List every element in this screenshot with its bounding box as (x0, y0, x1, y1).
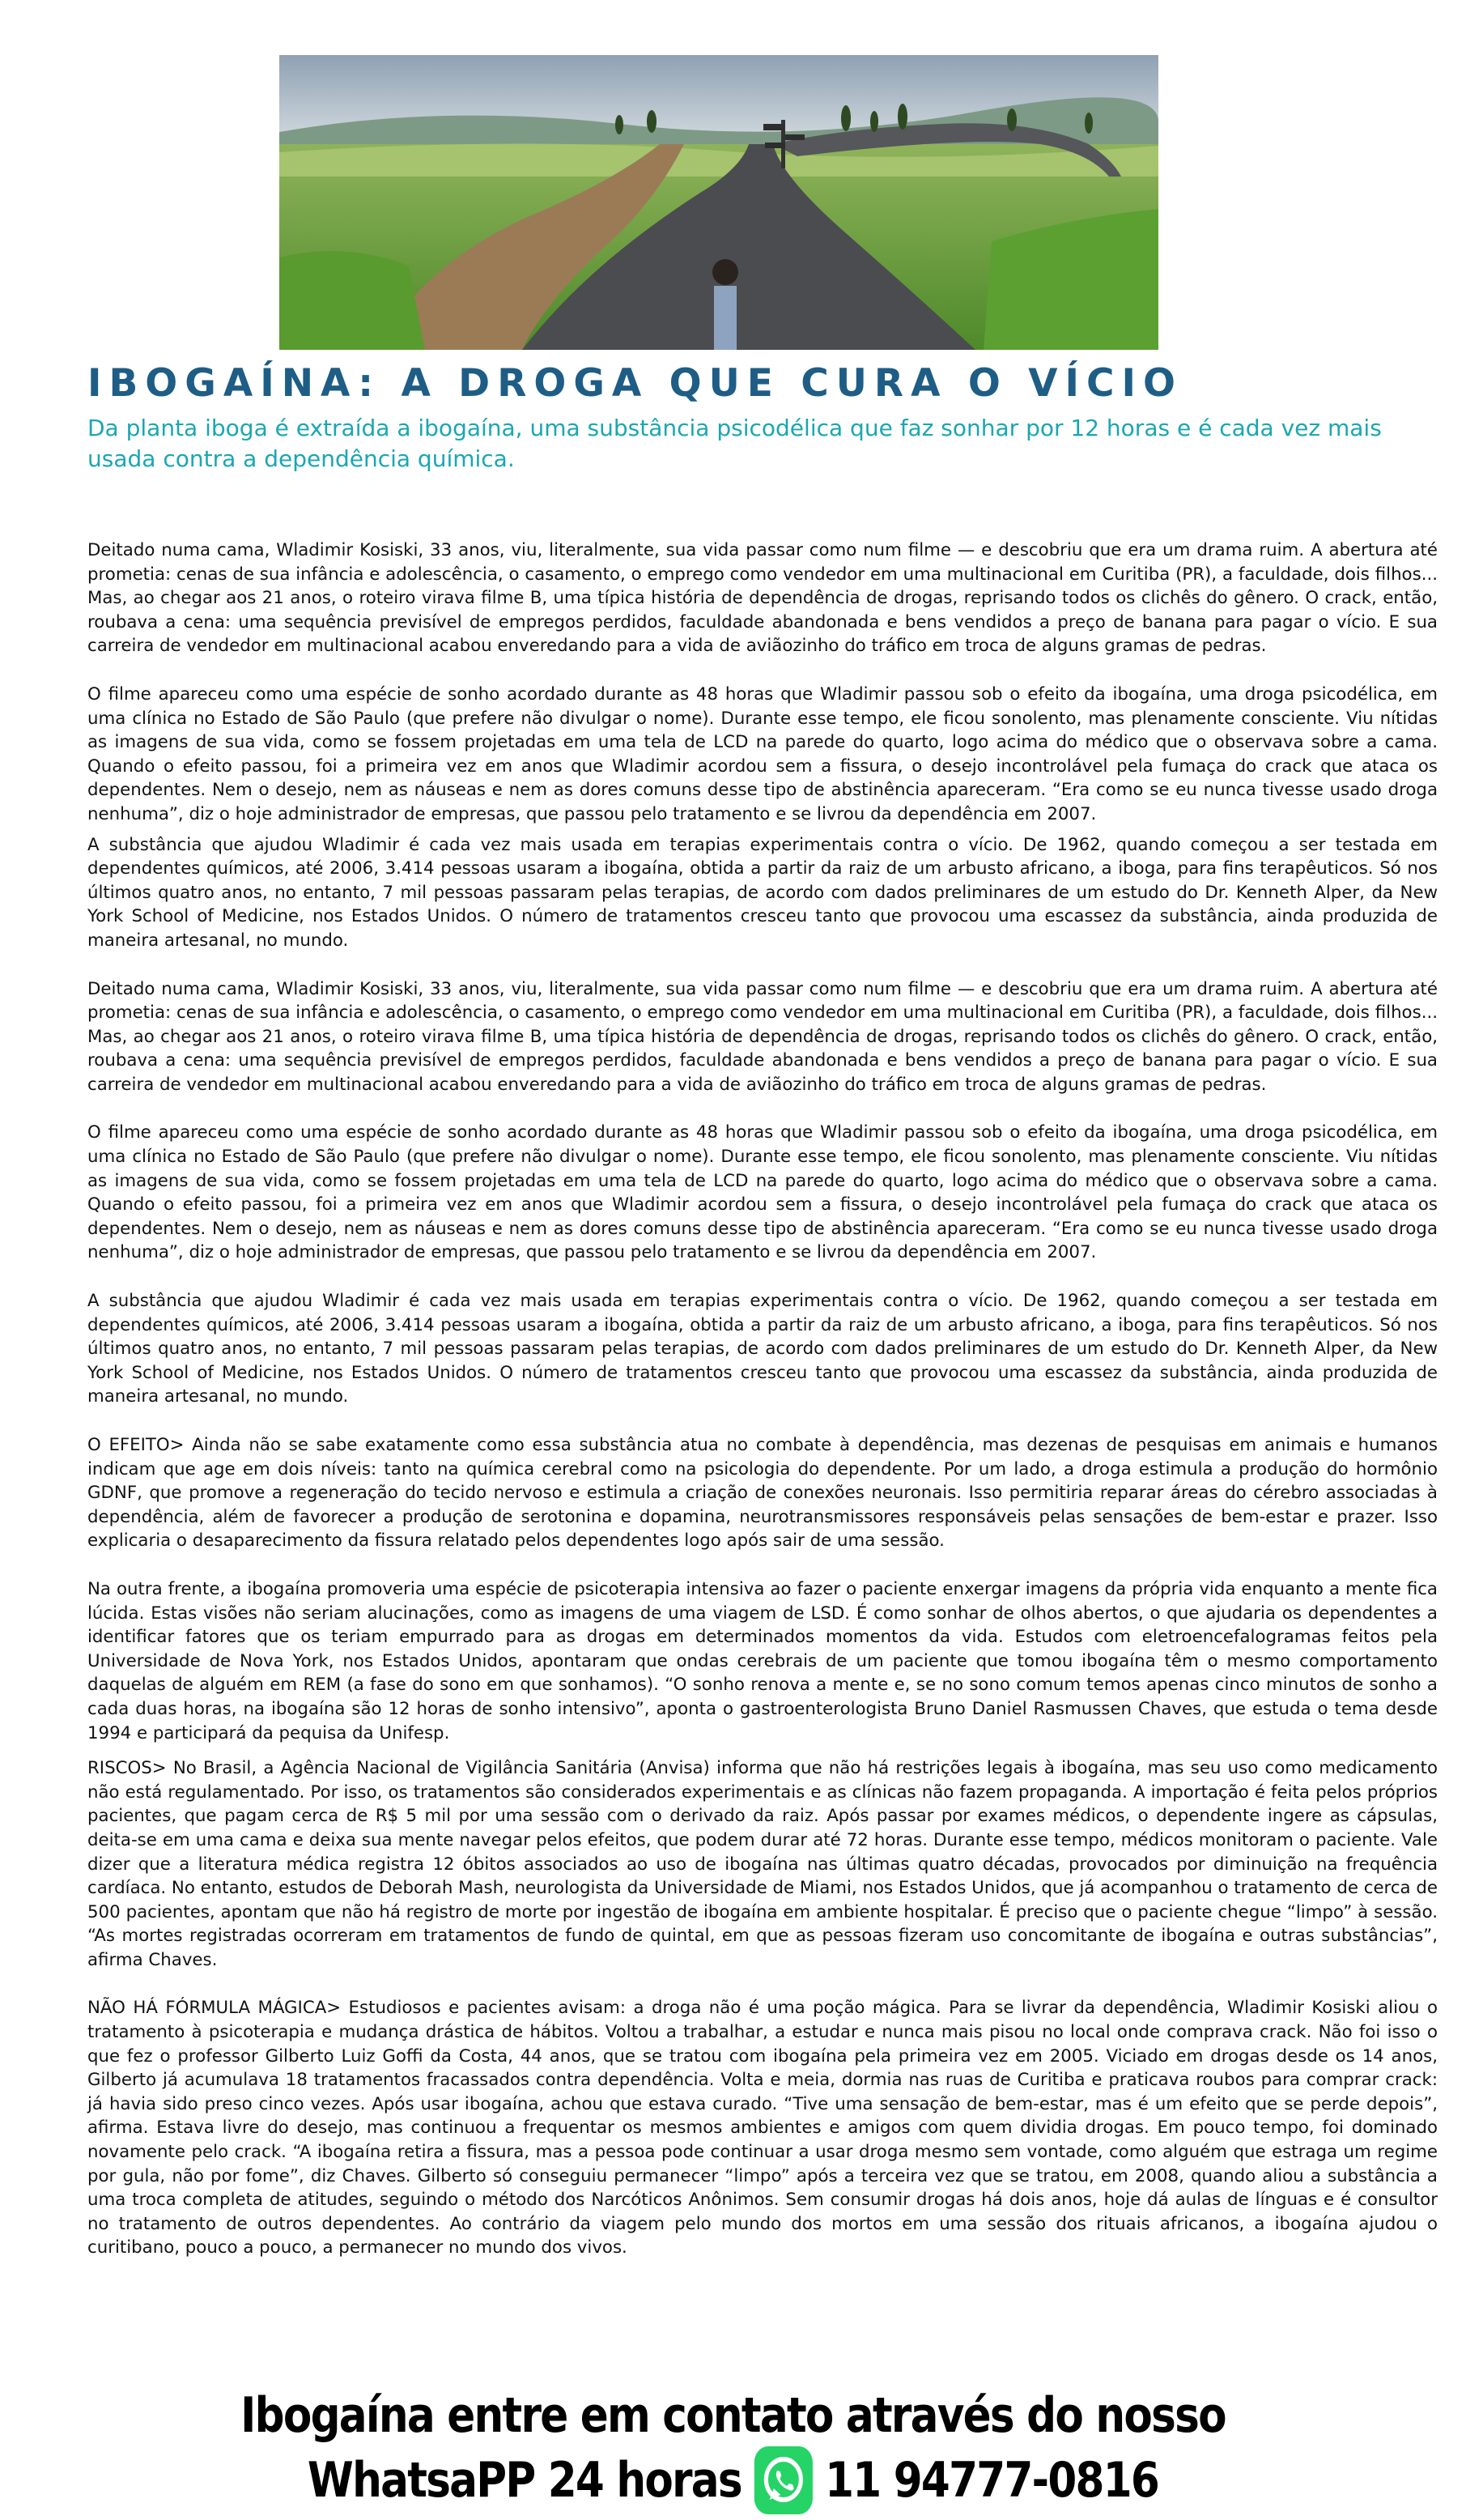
contact-banner (0, 2385, 1466, 2514)
article-paragraph: A substância que ajudou Wladimir é cada vez mais usada em terapias experimentais contra o vício. De 1962, quando começou a ser testada em dependentes químicos, até 2006, 3.414 pessoas usaram a ibogaína, obtida a partir da raiz de um arbusto africano, a iboga, para fins terapêuticos. Só nos últimos quatro anos, no entanto, 7 mil pessoas passaram pelas terapias, de acordo com dados preliminares de um estudo do Dr. Kenneth Alper, da New York School of Medicine, nos Estados Unidos. O número de tratamentos cresceu tanto que provocou uma escassez da substância, ainda produzida de maneira artesanal, no mundo. (87, 834, 1438, 951)
whatsapp-contact[interactable] (103, 2446, 1363, 2514)
article-paragraph: A substância que ajudou Wladimir é cada vez mais usada em terapias experimentais contra o vício. De 1962, quando começou a ser testada em dependentes químicos, até 2006, 3.414 pessoas usaram a ibogaína, obtida a partir da raiz de um arbusto africano, a iboga, para fins terapêuticos. Só nos últimos quatro anos, no entanto, 7 mil pessoas passaram pelas terapias, de acordo com dados preliminares de um estudo do Dr. Kenneth Alper, da New York School of Medicine, nos Estados Unidos. O número de tratamentos cresceu tanto que provocou uma escassez da substância, ainda produzida de maneira artesanal, no mundo. (87, 1291, 1438, 1407)
article-paragraph: Deitado numa cama, Wladimir Kosiski, 33 anos, viu, literalmente, sua vida passar como num filme — e descobriu que era um drama ruim. A abertura até prometia: cenas de sua infância e adolescência, o casamento, o emprego como vendedor em uma multinacional em Curitiba (PR), a faculdade, dois filhos... Mas, ao chegar aos 21 anos, o roteiro virava filme B, uma típica história de dependência de drogas, reprisando todos os clichês do gênero. O crack, então, roubava a cena: uma sequência previsível de empregos perdidos, faculdade abandonada e bens vendidos a preço de banana para pagar o vício. E sua carreira de vendedor em multinacional acabou enveredando para a vida de aviãozinho do tráfico em troca de alguns gramas de pedras. (87, 978, 1438, 1095)
article-title: IBOGAÍNA: A DROGA QUE CURA O VÍCIO (87, 361, 1183, 406)
article-paragraph: Deitado numa cama, Wladimir Kosiski, 33 anos, viu, literalmente, sua vida passar como num filme — e descobriu que era um drama ruim. A abertura até prometia: cenas de sua infância e adolescência, o casamento, o emprego como vendedor em uma multinacional em Curitiba (PR), a faculdade, dois filhos... Mas, ao chegar aos 21 anos, o roteiro virava filme B, uma típica história de dependência de drogas, reprisando todos os clichês do gênero. O crack, então, roubava a cena: uma sequência previsível de empregos perdidos, faculdade abandonada e bens vendidos a preço de banana para pagar o vício. E sua carreira de vendedor em multinacional acabou enveredando para a vida de aviãozinho do tráfico em troca de alguns gramas de pedras. (87, 540, 1438, 657)
phone-number[interactable]: 11 94777-0816 (825, 2452, 1159, 2509)
article-paragraph: Na outra frente, a ibogaína promoveria uma espécie de psicoterapia intensiva ao fazer o paciente enxergar imagens da própria vida enquanto a mente fica lúcida. Estas visões não seriam alucinações, como as imagens de uma viagem de LSD. É como sonhar de olhos abertos, o que ajudaria os dependentes a identificar fatores que os teriam empurrado para as drogas em determinados momentos da vida. Estudos com eletroencefalogramas feitos pela Universidade de Nova York, nos Estados Unidos, apontaram que ondas cerebrais de um paciente que tomou ibogaína têm o mesmo comportamento daquelas de alguém em REM (a fase do sono em que sonhamos). “O sonho renova a mente e, se no sono comum temos apenas cinco minutos de sonho a cada duas horas, na ibogaína são 12 horas de sonho intensivo”, aponta o gastroenterologista Bruno Daniel Rasmussen Chaves, que estuda o tema desde 1994 e participará da pequisa da Unifesp. (87, 1578, 1438, 1743)
whatsapp-icon[interactable] (754, 2446, 812, 2514)
hero-image (279, 55, 1158, 350)
whatsapp-label: WhatsaPP 24 horas (307, 2452, 741, 2509)
article-subtitle: Da planta iboga é extraída a ibogaína, uma substância psicodélica que faz sonhar por 12 horas e é cada vez mais usada contra a dependência química. (87, 415, 1382, 472)
article-paragraph: O EFEITO> Ainda não se sabe exatamente como essa substância atua no combate à dependência, mas dezenas de pesquisas em animais e humanos indicam que age em dois níveis: tanto na química cerebral como na psicologia do dependente. Por um lado, a droga estimula a produção do hormônio GDNF, que promove a regeneração do tecido nervoso e estimula a criação de conexões neuronais. Isso permitiria reparar áreas do cérebro associadas à dependência, além de favorecer a produção de serotonina e dopamina, neurotransmissores responsáveis pelas sensações de bem-estar e prazer. Isso explicaria o desaparecimento da fissura relatado pelos dependentes logo após sair de uma sessão. (87, 1435, 1438, 1552)
article-paragraph: O filme apareceu como uma espécie de sonho acordado durante as 48 horas que Wladimir passou sob o efeito da ibogaína, uma droga psicodélica, em uma clínica no Estado de São Paulo (que prefere não divulgar o nome). Durante esse tempo, ele ficou sonolento, mas plenamente consciente. Viu nítidas as imagens de sua vida, como se fossem projetadas em uma tela de LCD na parede do quarto, logo acima do médico que o observava sobre a cama. Quando o efeito passou, foi a primeira vez em anos que Wladimir acordou sem a fissura, o desejo incontrolável pela fumaça do crack que ataca os dependentes. Nem o desejo, nem as náuseas e nem as dores comuns desse tipo de abstinência apareceram. “Era como se eu nunca tivesse usado droga nenhuma”, diz o hoje administrador de empresas, que passou pelo tratamento e se livrou da dependência em 2007. (87, 683, 1438, 824)
article-paragraph: RISCOS> No Brasil, a Agência Nacional de Vigilância Sanitária (Anvisa) informa que não há restrições legais à ibogaína, mas seu uso como medicamento não está regulamentado. Por isso, os tratamentos são considerados experimentais e as clínicas não fazem propaganda. A importação é feita pelos próprios pacientes, que pagam cerca de R$ 5 mil por uma sessão com o derivado da raiz. Após passar por exames médicos, o dependente ingere as cápsulas, deita-se em uma cama e deixa sua mente navegar pelos efeitos, que podem durar até 72 horas. Durante esse tempo, médicos monitoram o paciente. Vale dizer que a literatura médica registra 12 óbitos associados ao uso de ibogaína nas últimas quatro décadas, provocados por diminuição na frequência cardíaca. No entanto, estudos de Deborah Mash, neurologista da Universidade de Miami, nos Estados Unidos, que já acompanhou o tratamento de cerca de 500 pacientes, apontam que não há registro de morte por ingestão de ibogaína em ambiente hospitalar. É preciso que o paciente chegue “limpo” à sessão. “As mortes registradas ocorreram em tratamentos de fundo de quintal, em que as pessoas fizeram uso concomitante de ibogaína e outras substâncias”, afirma Chaves. (87, 1758, 1438, 1970)
article-paragraph: O filme apareceu como uma espécie de sonho acordado durante as 48 horas que Wladimir passou sob o efeito da ibogaína, uma droga psicodélica, em uma clínica no Estado de São Paulo (que prefere não divulgar o nome). Durante esse tempo, ele ficou sonolento, mas plenamente consciente. Viu nítidas as imagens de sua vida, como se fossem projetadas em uma tela de LCD na parede do quarto, logo acima do médico que o observava sobre a cama. Quando o efeito passou, foi a primeira vez em anos que Wladimir acordou sem a fissura, o desejo incontrolável pela fumaça do crack que ataca os dependentes. Nem o desejo, nem as náuseas e nem as dores comuns desse tipo de abstinência apareceram. “Era como se eu nunca tivesse usado droga nenhuma”, diz o hoje administrador de empresas, que passou pelo tratamento e se livrou da dependência em 2007. (87, 1122, 1438, 1263)
article-body (87, 538, 1438, 2260)
article-paragraph: NÃO HÁ FÓRMULA MÁGICA> Estudiosos e pacientes avisam: a droga não é uma poção mágica. Para se livrar da dependência, Wladimir Kosiski aliou o tratamento à psicoterapia e mudança drástica de hábitos. Voltou a trabalhar, a estudar e nunca mais pisou no local onde comprava crack. Não foi isso o que fez o professor Gilberto Luiz Goffi da Costa, 44 anos, que se tratou com ibogaína pela primeira vez em 2005. Viciado em drogas desde os 14 anos, Gilberto já acumulava 18 tratamentos fracassados contra dependência. Volta e meia, dormia nas ruas de Curitiba e praticava roubos para comprar crack: já havia sido preso cinco vezes. Após usar ibogaína, achou que estava curado. “Tive uma sensação de bem-estar, mas é um efeito que se perde depois”, afirma. Estava livre do desejo, mas continuou a frequentar os mesmos ambientes e amigos com quem dividia drogas. Em pouco tempo, foi dominado novamente pelo crack. “A ibogaína retira a fissura, mas a pessoa pode continuar a usar droga mesmo sem vontade, como alguém que estraga um regime por gula, não por fome”, diz Chaves. Gilberto só conseguiu permanecer “limpo” após a terceira vez que se tratou, em 2008, quando aliou a substância a uma troca completa de atitudes, seguindo o método dos Narcóticos Anônimos. Sem consumir drogas há dois anos, hoje dá aulas de línguas e é consultor no tratamento de outros dependentes. Ao contrário da viagem pelo mundo dos mortos em uma sessão dos rituais africanos, a ibogaína ajudou o curitibano, pouco a pouco, a permanecer no mundo dos vivos. (87, 1998, 1438, 2258)
contact-line: Ibogaína entre em contato através do nosso (240, 2387, 1226, 2444)
